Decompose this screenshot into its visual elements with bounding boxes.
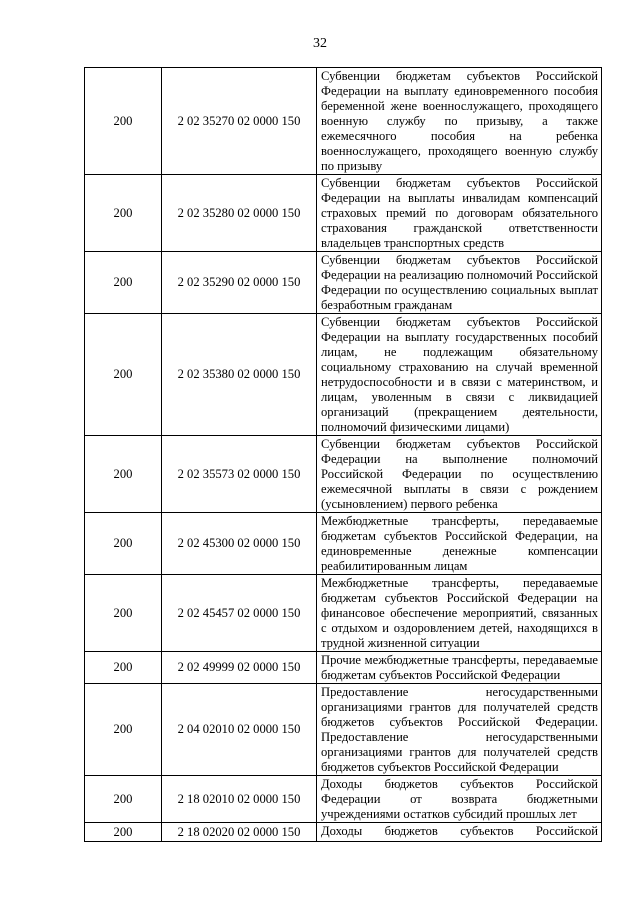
description-cell: Межбюджетные трансферты, передаваемые бюджетам субъектов Российской Федерации, на единовременные денежные компенсации реабилитированным лицам [317,513,602,575]
admin-code-cell: 200 [85,684,162,776]
table-row [85,68,602,175]
table-row [85,175,602,252]
description-cell: Субвенции бюджетам субъектов Российской Федерации на выплаты инвалидам компенсаций страховых премий по договорам обязательного страхования гражданской ответственности владельцев транспортных средств [317,175,602,252]
description-cell: Субвенции бюджетам субъектов Российской Федерации на выполнение полномочий Российской Федерации по осуществлению ежемесячной выплаты в связи с рождением (усыновлением) первого ребенка [317,436,602,513]
description-cell: Субвенции бюджетам субъектов Российской Федерации на выплату государственных пособий лицам, не подлежащим обязательному социальному страхованию на случай временной нетрудоспособности и в связи с материнством, и лицам, уволенным в связи с ликвидацией организаций (прекращением деятельности, полномочий физическими лицами) [317,314,602,436]
description-cell: Предоставление негосударственными организациями грантов для получателей средств бюджетов субъектов Российской Федерации. Предоставление негосударственными организациями грантов для получателей средств бюджетов субъектов Российской Федерации [317,684,602,776]
admin-code-cell: 200 [85,175,162,252]
admin-code-cell: 200 [85,652,162,684]
description-cell: Прочие межбюджетные трансферты, передаваемые бюджетам субъектов Российской Федерации [317,652,602,684]
admin-code-cell: 200 [85,436,162,513]
admin-code-cell: 200 [85,513,162,575]
table-row [85,575,602,652]
table-row [85,776,602,823]
table-row [85,823,602,842]
budget-code-cell: 2 02 35380 02 0000 150 [162,314,317,436]
budget-code-cell: 2 02 35573 02 0000 150 [162,436,317,513]
budget-code-cell: 2 02 35270 02 0000 150 [162,68,317,175]
budget-code-cell: 2 18 02010 02 0000 150 [162,776,317,823]
description-cell: Субвенции бюджетам субъектов Российской Федерации на выплату единовременного пособия беременной жене военнослужащего, проходящего военную службу по призыву, а также ежемесячного пособия на ребенка военнослужащего, проходящего военную службу по призыву [317,68,602,175]
admin-code-cell: 200 [85,823,162,842]
table-row [85,684,602,776]
admin-code-cell: 200 [85,575,162,652]
table-row [85,513,602,575]
budget-code-cell: 2 02 49999 02 0000 150 [162,652,317,684]
page-number: 32 [313,36,327,51]
table-row [85,436,602,513]
budget-code-cell: 2 02 45457 02 0000 150 [162,575,317,652]
budget-code-cell: 2 04 02010 02 0000 150 [162,684,317,776]
revenue-codes-table [84,67,602,842]
description-cell: Межбюджетные трансферты, передаваемые бюджетам субъектов Российской Федерации на финансовое обеспечение мероприятий, связанных с отдыхом и оздоровлением детей, находящихся в трудной жизненной ситуации [317,575,602,652]
admin-code-cell: 200 [85,776,162,823]
table-row [85,252,602,314]
description-cell: Субвенции бюджетам субъектов Российской Федерации на реализацию полномочий Российской Федерации по осуществлению социальных выплат безработным гражданам [317,252,602,314]
budget-code-cell: 2 02 45300 02 0000 150 [162,513,317,575]
budget-code-cell: 2 02 35280 02 0000 150 [162,175,317,252]
table-row [85,314,602,436]
admin-code-cell: 200 [85,252,162,314]
admin-code-cell: 200 [85,68,162,175]
table-row [85,652,602,684]
description-cell: Доходы бюджетов субъектов Российской Федерации от возврата бюджетными учреждениями остатков субсидий прошлых лет [317,776,602,823]
admin-code-cell: 200 [85,314,162,436]
budget-code-cell: 2 02 35290 02 0000 150 [162,252,317,314]
budget-code-cell: 2 18 02020 02 0000 150 [162,823,317,842]
description-cell: Доходы бюджетов субъектов Российской [317,823,602,842]
